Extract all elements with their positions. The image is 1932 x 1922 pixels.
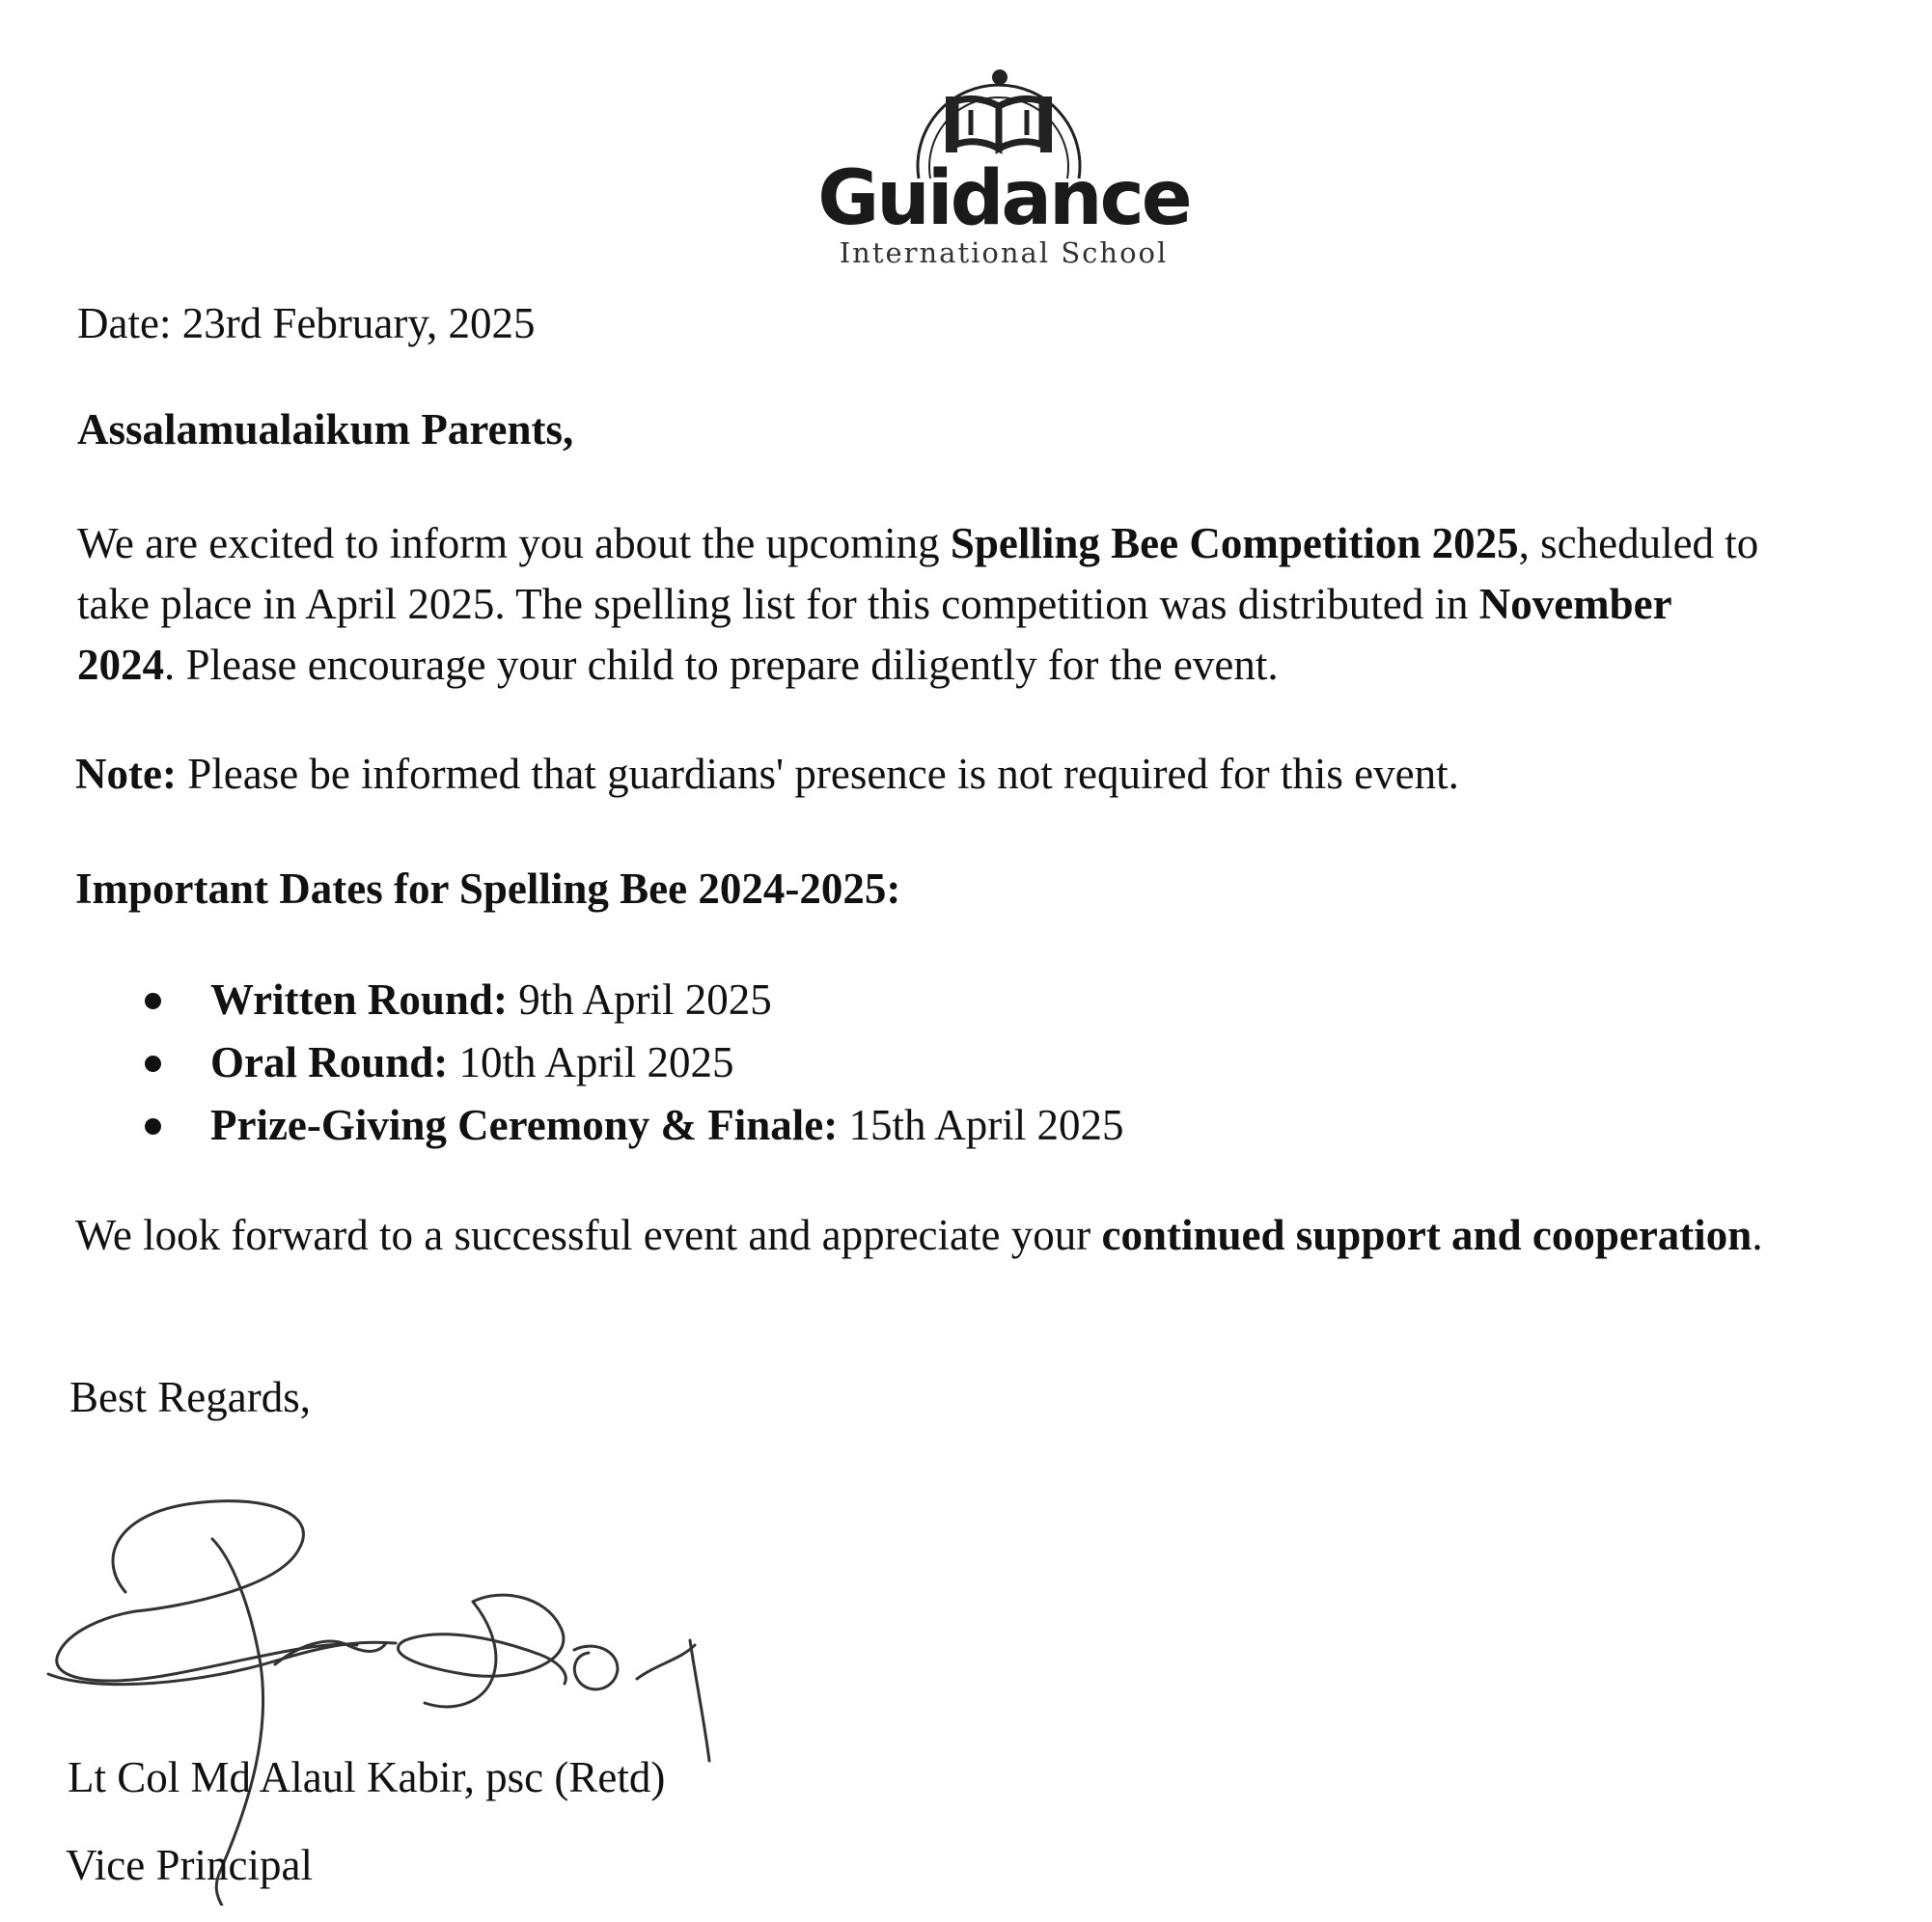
event-label: Written Round: (210, 975, 508, 1024)
paragraph-line-2 (77, 574, 1911, 635)
paragraph-line-3 (77, 635, 1911, 696)
salutation: Assalamualaikum Parents, (77, 405, 574, 453)
event-label: Oral Round: (210, 1038, 449, 1086)
bullet-icon (145, 993, 161, 1009)
school-logo (811, 48, 1197, 280)
closing-emphasis: continued support and cooperation (1101, 1211, 1753, 1259)
list-item (135, 1094, 1124, 1157)
closing-end: . (1752, 1211, 1763, 1259)
note-label: Note: (75, 750, 177, 798)
closing-text: We look forward to a successful event and appreciate your (75, 1211, 1102, 1259)
signer-name: Lt Col Md Alaul Kabir, psc (Retd) (68, 1753, 666, 1801)
note-text: Please be informed that guardians' presence is not required for this event. (176, 750, 1459, 798)
list-item (135, 969, 1124, 1031)
school-name: Guidance (817, 155, 1190, 242)
bullet-icon (145, 1056, 161, 1072)
body-paragraph (77, 513, 1911, 696)
event-date: 15th April 2025 (838, 1101, 1124, 1149)
distribution-year: 2024 (77, 641, 164, 689)
bullet-icon (145, 1118, 161, 1135)
letter-date: Date: 23rd February, 2025 (77, 299, 536, 347)
school-subtitle: International School (839, 236, 1169, 269)
distribution-month: November (1478, 580, 1672, 628)
paragraph-text: , scheduled to (1518, 519, 1759, 567)
open-book-icon (946, 69, 1052, 152)
closing-sentence (75, 1206, 1763, 1264)
competition-name: Spelling Bee Competition 2025 (950, 519, 1519, 567)
event-date: 9th April 2025 (507, 975, 772, 1024)
paragraph-text: . Please encourage your child to prepare diligently for the event. (164, 641, 1279, 689)
note (75, 745, 1459, 803)
list-item (135, 1031, 1124, 1094)
event-date: 10th April 2025 (448, 1038, 734, 1086)
school-letterhead (811, 48, 1197, 280)
paragraph-text: We are excited to inform you about the upcoming (77, 519, 951, 567)
paragraph-text: take place in April 2025. The spelling list for this competition was distributed in (77, 580, 1479, 628)
event-label: Prize-Giving Ceremony & Finale: (210, 1101, 839, 1149)
important-dates-list (135, 969, 1124, 1157)
paragraph-line-1 (77, 513, 1911, 574)
signer-title: Vice Principal (66, 1841, 313, 1889)
important-dates-heading: Important Dates for Spelling Bee 2024-2025: (75, 865, 901, 913)
sign-off: Best Regards, (69, 1373, 311, 1421)
